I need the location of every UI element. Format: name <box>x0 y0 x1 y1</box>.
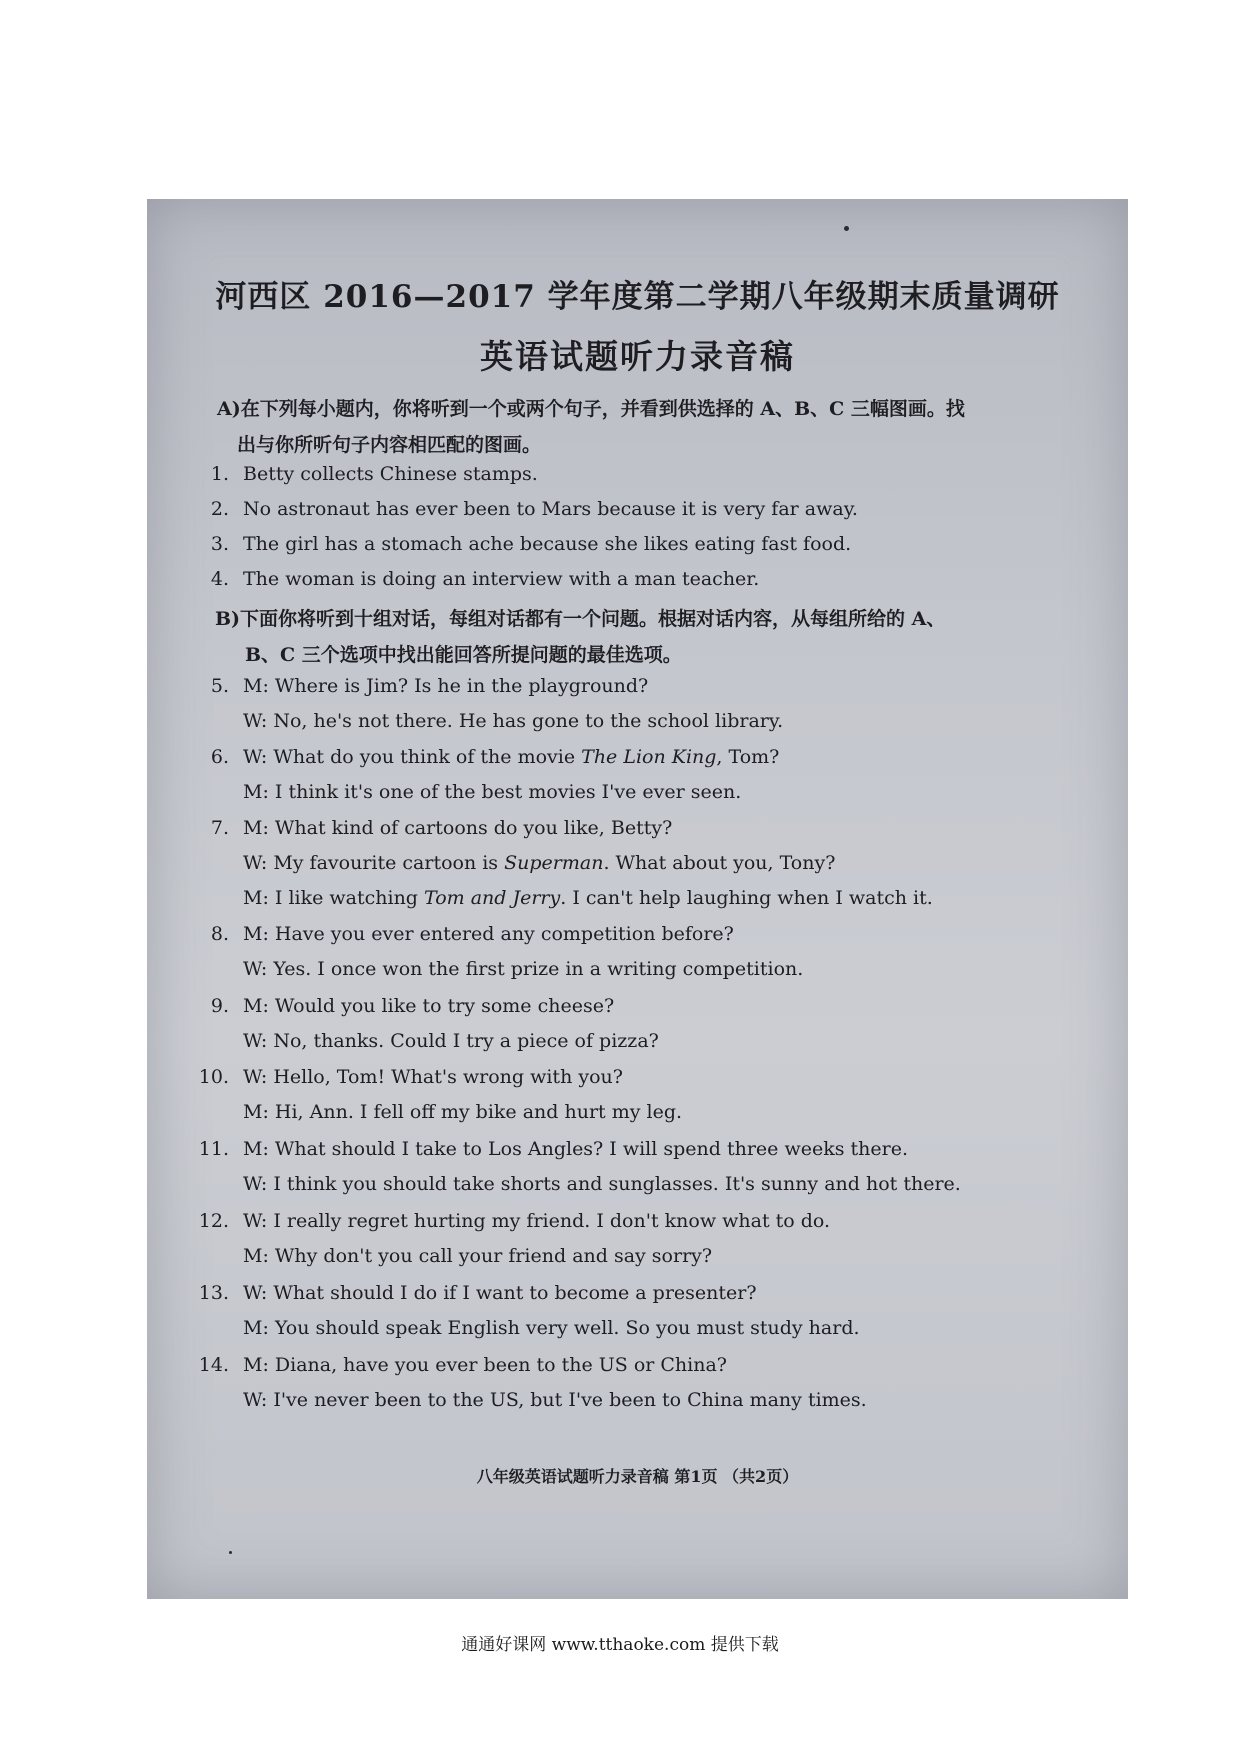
cartoon-title: Tom and Jerry <box>424 887 561 909</box>
dialogue-line <box>243 887 933 909</box>
scanned-document <box>147 199 1128 1599</box>
dialogue-text: W: I really regret hurting my friend. I don't know what to do. <box>243 1210 831 1232</box>
section-a-instruction <box>217 394 965 457</box>
dialogue-text: M: Why don't you call your friend and say sorry? <box>243 1245 713 1267</box>
item-text: Betty collects Chinese stamps. <box>243 463 538 485</box>
section-a-instruction-line1: A)在下列每小题内，你将听到一个或两个句子，并看到供选择的 A、B、C 三幅图画。找 <box>217 398 965 420</box>
item-number: 6. <box>210 746 229 768</box>
item-number: 1. <box>210 463 229 485</box>
dialogue-line <box>243 781 741 803</box>
dialogue-line <box>193 1354 727 1376</box>
dialogue-text: W: No, he's not there. He has gone to the school library. <box>243 710 784 732</box>
item-number: 10. <box>198 1066 229 1088</box>
cartoon-title: Superman <box>504 852 604 874</box>
dialogue-line <box>193 1066 623 1088</box>
list-item <box>193 568 759 590</box>
dialogue-line <box>193 995 614 1017</box>
download-watermark: 通通好课网 www.tthaoke.com 提供下载 <box>461 1635 779 1655</box>
item-number: 7. <box>210 817 229 839</box>
document-title: 河西区 2016—2017 学年度第二学期八年级期末质量调研 <box>215 279 1060 315</box>
item-number: 4. <box>210 568 229 590</box>
dialogue-text: W: What should I do if I want to become a presenter? <box>243 1282 757 1304</box>
item-number: 11. <box>198 1138 229 1160</box>
dialogue-text: W: Yes. I once won the first prize in a writing competition. <box>243 958 804 980</box>
item-number: 2. <box>210 498 229 520</box>
item-text: The woman is doing an interview with a man teacher. <box>243 568 760 590</box>
section-b-instruction <box>215 604 945 667</box>
item-number: 13. <box>198 1282 229 1304</box>
dialogue-line <box>243 852 835 874</box>
scan-speck <box>844 226 849 231</box>
dialogue-text: W: What do you think of the movie <box>243 746 582 768</box>
dialogue-line <box>243 1389 867 1411</box>
item-number: 14. <box>198 1354 229 1376</box>
dialogue-text: M: Have you ever entered any competition before? <box>243 923 734 945</box>
dialogue-text: M: Diana, have you ever been to the US or China? <box>243 1354 727 1376</box>
dialogue-line <box>193 1282 757 1304</box>
item-number: 8. <box>210 923 229 945</box>
movie-title: The Lion King <box>581 746 717 768</box>
dialogue-text: M: Hi, Ann. I fell off my bike and hurt my leg. <box>243 1101 683 1123</box>
dialogue-text: M: You should speak English very well. So you must study hard. <box>243 1317 860 1339</box>
dialogue-text: , Tom? <box>716 746 780 768</box>
list-item <box>193 498 858 520</box>
section-a-instruction-line2: 出与你所听句子内容相匹配的图画。 <box>237 434 542 456</box>
dialogue-line <box>243 958 803 980</box>
dialogue-line <box>193 817 672 839</box>
page-footer: 八年级英语试题听力录音稿 第1页 （共2页） <box>476 1467 799 1486</box>
dialogue-text: W: No, thanks. Could I try a piece of pizza? <box>243 1030 659 1052</box>
item-number: 5. <box>210 675 229 697</box>
item-number: 9. <box>210 995 229 1017</box>
scan-speck <box>229 1551 232 1554</box>
dialogue-text: W: I've never been to the US, but I've been to China many times. <box>243 1389 867 1411</box>
dialogue-text: M: What kind of cartoons do you like, Betty? <box>243 817 673 839</box>
dialogue-line <box>193 923 734 945</box>
dialogue-text: M: I like watching <box>243 887 425 909</box>
section-b-instruction-line2: B、C 三个选项中找出能回答所提问题的最佳选项。 <box>245 644 682 666</box>
item-text: No astronaut has ever been to Mars because it is very far away. <box>243 498 858 520</box>
dialogue-line <box>193 1210 830 1232</box>
dialogue-line <box>243 1101 682 1123</box>
dialogue-text: M: I think it's one of the best movies I've ever seen. <box>243 781 742 803</box>
list-item <box>193 463 538 485</box>
dialogue-text: . I can't help laughing when I watch it. <box>560 887 933 909</box>
section-b-instruction-line1: B)下面你将听到十组对话，每组对话都有一个问题。根据对话内容，从每组所给的 A、 <box>215 608 946 630</box>
dialogue-line <box>193 1138 908 1160</box>
dialogue-line <box>243 1317 860 1339</box>
dialogue-line <box>193 746 779 768</box>
dialogue-text: M: What should I take to Los Angles? I will spend three weeks there. <box>243 1138 908 1160</box>
dialogue-line <box>243 1245 712 1267</box>
dialogue-text: W: My favourite cartoon is <box>243 852 505 874</box>
dialogue-line <box>243 710 783 732</box>
document-subtitle: 英语试题听力录音稿 <box>480 337 795 376</box>
dialogue-line <box>193 675 648 697</box>
item-number: 12. <box>198 1210 229 1232</box>
dialogue-text: W: Hello, Tom! What's wrong with you? <box>243 1066 623 1088</box>
dialogue-line <box>243 1030 659 1052</box>
dialogue-line <box>243 1173 961 1195</box>
dialogue-text: . What about you, Tony? <box>603 852 836 874</box>
dialogue-text: M: Where is Jim? Is he in the playground? <box>243 675 649 697</box>
list-item <box>193 533 851 555</box>
item-text: The girl has a stomach ache because she likes eating fast food. <box>243 533 852 555</box>
dialogue-text: M: Would you like to try some cheese? <box>243 995 615 1017</box>
dialogue-text: W: I think you should take shorts and sunglasses. It's sunny and hot there. <box>243 1173 961 1195</box>
item-number: 3. <box>210 533 229 555</box>
